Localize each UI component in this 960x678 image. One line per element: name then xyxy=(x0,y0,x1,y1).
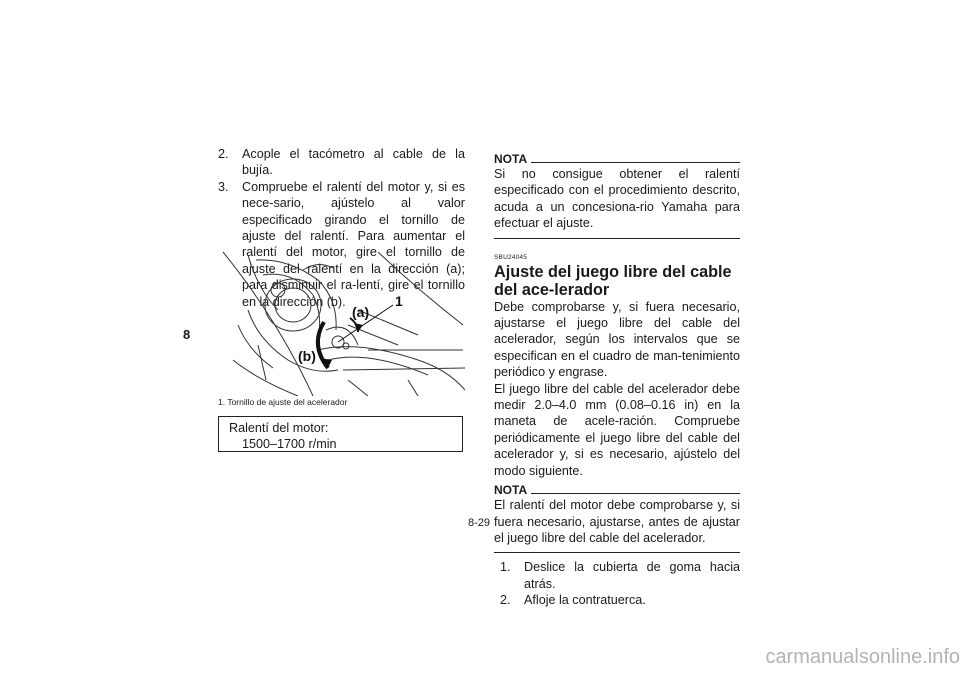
label-a: (a) xyxy=(352,304,370,320)
spec-label: Ralentí del motor: xyxy=(229,421,329,435)
throttle-screw-figure xyxy=(218,250,465,396)
right-steps xyxy=(494,559,740,608)
section-paragraph: Debe comprobarse y, si fuera necesario, ajustarse el juego libre del cable del acelerador, según los intervalos que se especifican en el cuadro de man-tenimiento periódico y engrase. xyxy=(494,299,740,380)
caption-text: Tornillo de ajuste del acelerador xyxy=(227,397,348,407)
step-item xyxy=(494,559,740,592)
step-text: Compruebe el ralentí del motor y, si es nece-sario, ajústelo al valor especificado girando el tornillo de ajuste del ralentí. Para aumentar el ralentí del motor, gire el tornillo de ajuste del ralentí en la dirección (a); para disminuir el ra-lentí, gire el tornillo en la dirección (b). xyxy=(242,179,465,309)
note-heading xyxy=(494,483,740,497)
chapter-tab: 8 xyxy=(183,327,191,342)
step-number: 1. xyxy=(500,560,511,575)
step-item xyxy=(218,146,465,179)
note-heading xyxy=(494,152,740,166)
section-heading: Ajuste del juego libre del cable del ace-lerador xyxy=(494,262,732,299)
step-text: Deslice la cubierta de goma hacia atrás. xyxy=(524,560,740,591)
watermark: carmanualsonline.info xyxy=(765,646,960,668)
label-b: (b) xyxy=(298,348,316,364)
note-title: NOTA xyxy=(494,483,528,498)
step-text: Afloje la contratuerca. xyxy=(524,593,646,608)
engine-illustration xyxy=(218,250,465,396)
note-title: NOTA xyxy=(494,152,528,166)
step-number: 2. xyxy=(218,147,229,161)
note-end-rule xyxy=(494,552,740,553)
note-end-rule xyxy=(494,238,740,239)
section-code: SBU24045 xyxy=(494,253,528,261)
step-number: 2. xyxy=(500,593,511,608)
spec-box xyxy=(218,416,463,452)
page-number: 8-29 xyxy=(468,517,491,529)
step-number: 3. xyxy=(218,179,229,194)
spec-value: 1500–1700 r/min xyxy=(242,437,337,451)
note-rule xyxy=(531,162,740,163)
section-paragraph: El juego libre del cable del acelerador debe medir 2.0–4.0 mm (0.08–0.16 in) en la maneta de acele-ración. Compruebe periódicamente el juego libre del cable del acelerador y, si es necesario, ajústelo del modo siguiente. xyxy=(494,381,740,478)
figure-caption xyxy=(218,397,347,407)
right-column xyxy=(494,152,740,609)
step-item xyxy=(494,592,740,608)
note-text: Si no consigue obtener el ralentí especificado con el procedimiento descrito, acuda a un concesiona-rio Yamaha para efectuar el ajuste. xyxy=(494,167,740,231)
note-text: El ralentí del motor debe comprobarse y, si fuera necesario, ajustarse, antes de ajustar el juego libre del cable del acelerador. xyxy=(494,498,740,545)
label-1: 1 xyxy=(395,293,403,309)
step-text: Acople el tacómetro al cable de la bujía. xyxy=(242,147,465,178)
caption-number: 1. xyxy=(218,397,226,407)
note-rule xyxy=(531,493,740,494)
